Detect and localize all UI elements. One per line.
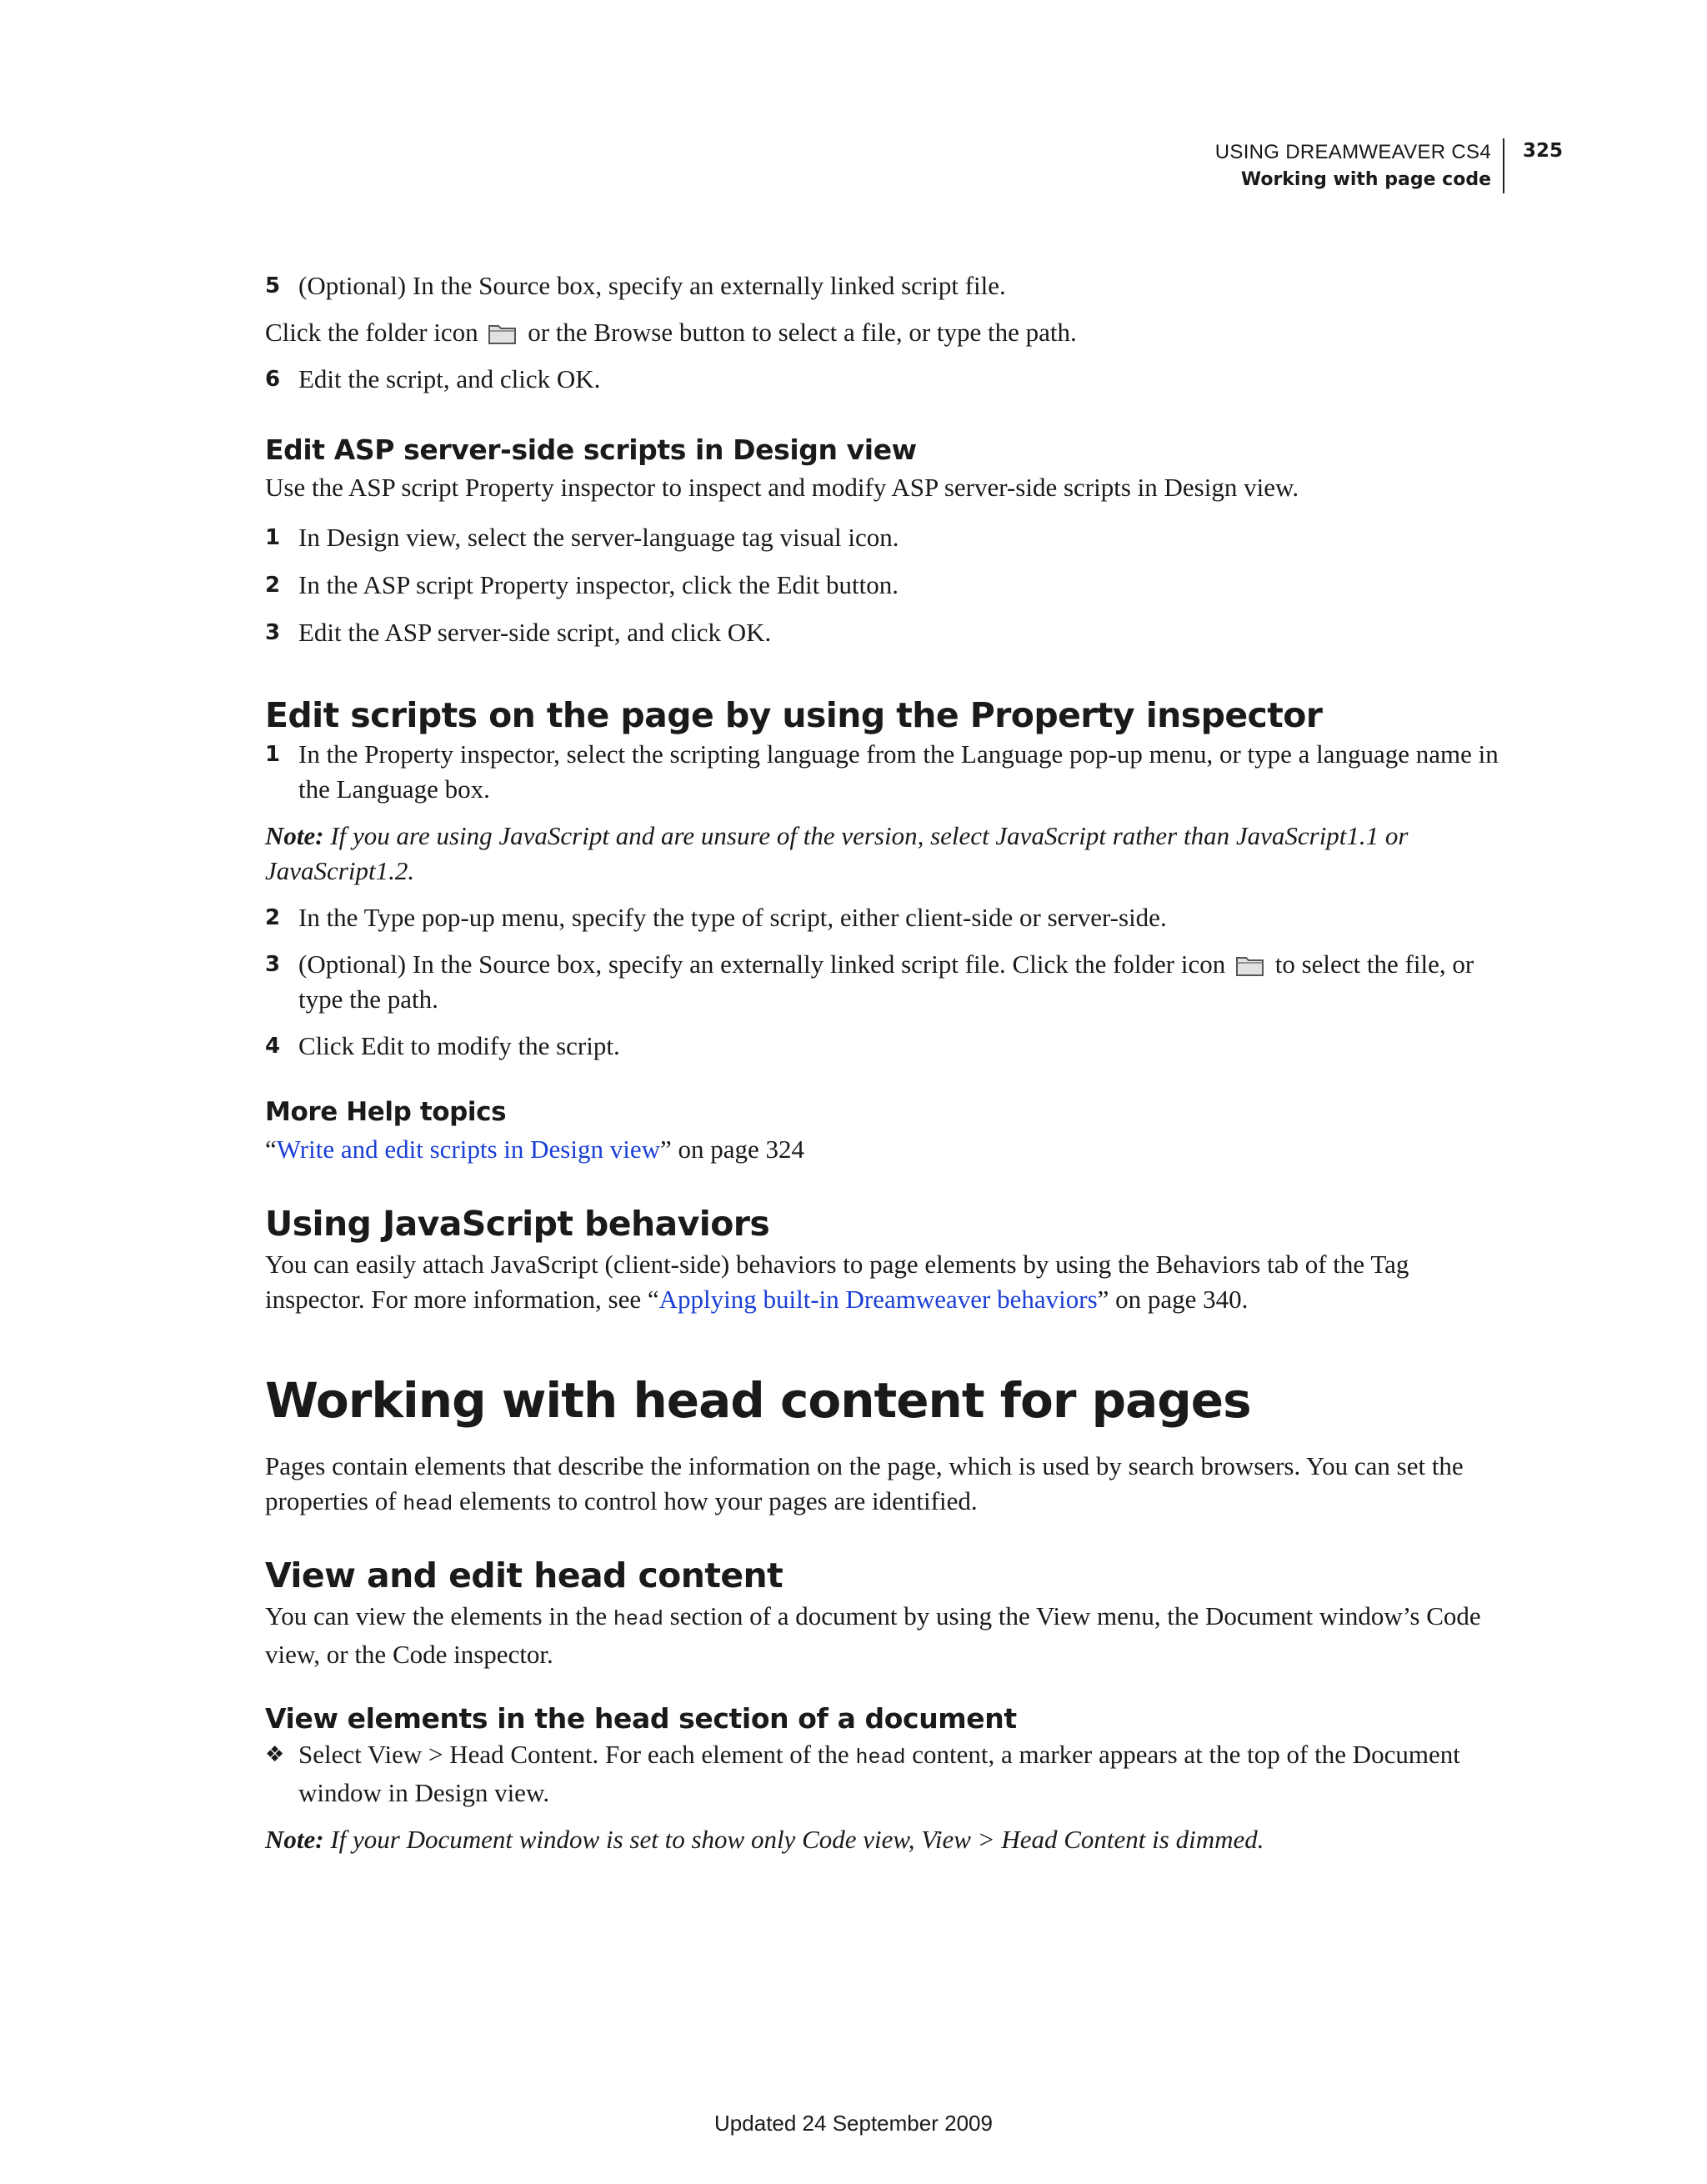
view-edit-paragraph (265, 1599, 1499, 1672)
step-number: 5 (265, 273, 281, 298)
head-code: head (855, 1746, 906, 1770)
intro-text-before: Pages contain elements that describe the information on the page, which is used by search browsers. You can set the properties of (265, 1451, 1464, 1515)
property-step-4 (265, 1029, 1499, 1064)
step-number: 2 (265, 905, 281, 930)
note-label: Note: (265, 1825, 324, 1854)
step-text: Edit the ASP server-side script, and click OK. (298, 618, 772, 647)
head-code: head (403, 1492, 453, 1516)
property-step-2 (265, 900, 1499, 935)
behaviors-text-after: ” on page 340. (1097, 1285, 1249, 1314)
head-content-intro (265, 1449, 1499, 1522)
asp-step-3 (265, 615, 1499, 650)
page-content (265, 265, 1499, 1857)
view-edit-text-after: section of a document by using the View menu, the Document window’s Code view, or the Code inspector. (265, 1601, 1481, 1669)
step-number: 1 (265, 525, 281, 550)
page-reference: ” on page 324 (659, 1135, 804, 1164)
step-text: Click Edit to modify the script. (298, 1031, 620, 1060)
write-edit-scripts-link[interactable]: Write and edit scripts in Design view (276, 1135, 660, 1164)
note-text: If your Document window is set to show only Code view, View > Head Content is dimmed. (330, 1825, 1264, 1854)
page-number: 325 (1523, 140, 1564, 162)
browse-instruction (265, 315, 1499, 350)
step-number: 6 (265, 367, 281, 392)
updated-footer: Updated 24 September 2009 (714, 2111, 993, 2136)
bullet-text-before: Select View > Head Content. For each element of the (298, 1740, 849, 1769)
code-view-note (265, 1822, 1499, 1857)
asp-section-heading: Edit ASP server-side scripts in Design view (265, 433, 917, 466)
asp-step-1 (265, 520, 1499, 555)
step-number: 3 (265, 620, 281, 645)
view-edit-text-before: You can view the elements in the (265, 1601, 608, 1630)
browse-text-before: Click the folder icon (265, 318, 478, 347)
property-section-heading: Edit scripts on the page by using the Property inspector (265, 695, 1323, 735)
step-text-after: to select the file, or type the path. (298, 949, 1474, 1014)
step-5 (265, 268, 1499, 303)
applying-behaviors-link[interactable]: Applying built-in Dreamweaver behaviors (658, 1285, 1098, 1314)
note-text: If you are using JavaScript and are unsure of the version, select JavaScript rather than JavaScript1.1 or JavaScript1.2. (265, 821, 1409, 885)
intro-text-after: elements to control how your pages are identified. (459, 1486, 978, 1515)
view-elements-bullet-item (265, 1737, 1499, 1811)
property-step-1 (265, 737, 1499, 807)
folder-icon (1235, 953, 1265, 978)
step-text: In Design view, select the server-language tag visual icon. (298, 523, 899, 552)
head-content-heading: Working with head content for pages (265, 1372, 1251, 1429)
more-help-item (265, 1132, 1499, 1167)
step-text: (Optional) In the Source box, specify an externally linked script file. (298, 271, 1006, 300)
behaviors-paragraph (265, 1247, 1499, 1317)
javascript-version-note (265, 819, 1499, 889)
book-title: USING DREAMWEAVER CS4 (1214, 141, 1491, 163)
view-edit-heading: View and edit head content (265, 1555, 783, 1595)
running-header (1215, 138, 1504, 193)
diamond-bullet-icon: ❖ (265, 1742, 285, 1766)
step-text: In the ASP script Property inspector, click the Edit button. (298, 570, 899, 599)
asp-section-intro: Use the ASP script Property inspector to inspect and modify ASP server-side scripts in Design view. (265, 473, 1299, 502)
asp-step-2 (265, 568, 1499, 603)
behaviors-section-heading: Using JavaScript behaviors (265, 1204, 770, 1244)
property-step-3 (265, 947, 1499, 1017)
step-number: 4 (265, 1034, 281, 1059)
step-number: 1 (265, 742, 281, 767)
view-elements-heading: View elements in the head section of a document (265, 1702, 1017, 1735)
head-code: head (613, 1607, 663, 1631)
more-help-heading: More Help topics (265, 1097, 507, 1127)
note-label: Note: (265, 821, 324, 850)
browse-text-after: or the Browse button to select a file, or type the path. (528, 318, 1077, 347)
step-text: In the Type pop-up menu, specify the type of script, either client-side or server-side. (298, 903, 1167, 932)
step-6 (265, 362, 1499, 397)
bullet-text-after: content, a marker appears at the top of the Document window in Design view. (298, 1740, 1460, 1807)
step-number: 2 (265, 573, 281, 598)
open-quote: “ (265, 1135, 277, 1164)
step-text: Edit the script, and click OK. (298, 364, 601, 393)
step-number: 3 (265, 952, 281, 977)
step-text: In the Property inspector, select the scripting language from the Language pop-up menu, or type a language name in the Language box. (298, 739, 1499, 804)
step-text-before: (Optional) In the Source box, specify an externally linked script file. Click the folder icon (298, 949, 1226, 979)
folder-icon (488, 321, 518, 346)
chapter-title: Working with page code (1240, 169, 1491, 190)
behaviors-text-before: You can easily attach JavaScript (client-side) behaviors to page elements by using the Behaviors tab of the Tag inspector. For more information, see “ (265, 1250, 1409, 1314)
